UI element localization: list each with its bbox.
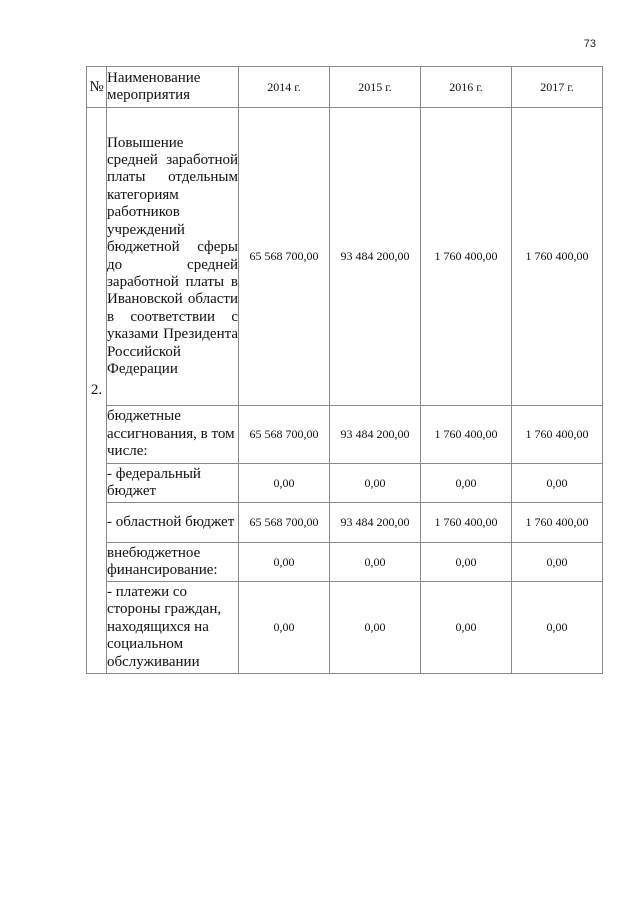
- value-2017: 1 760 400,00: [512, 406, 603, 464]
- value-2014: 0,00: [239, 582, 330, 674]
- value-2014: 65 568 700,00: [239, 503, 330, 543]
- value-2015: 93 484 200,00: [330, 108, 421, 406]
- value-2014: 65 568 700,00: [239, 406, 330, 464]
- value-2015: 0,00: [330, 582, 421, 674]
- table-row: [87, 406, 603, 464]
- table-row: [87, 108, 603, 406]
- value-2017: 1 760 400,00: [512, 108, 603, 406]
- value-2016: 1 760 400,00: [421, 108, 512, 406]
- value-2015: 0,00: [330, 464, 421, 503]
- header-year-2015: 2015 г.: [330, 67, 421, 108]
- table-row: [87, 582, 603, 674]
- value-2015: 93 484 200,00: [330, 406, 421, 464]
- value-2016: 1 760 400,00: [421, 406, 512, 464]
- value-2014: 0,00: [239, 464, 330, 503]
- value-2016: 1 760 400,00: [421, 503, 512, 543]
- value-2016: 0,00: [421, 582, 512, 674]
- value-2014: 65 568 700,00: [239, 108, 330, 406]
- value-2015: 0,00: [330, 543, 421, 582]
- table-row: [87, 543, 603, 582]
- header-year-2017: 2017 г.: [512, 67, 603, 108]
- value-2017: 0,00: [512, 582, 603, 674]
- header-number: №: [87, 67, 107, 108]
- measure-name: Повышение средней заработной платы отдельным категориям работников учреждений бюджетной сферы до средней заработной платы в Ивановской области в соответствии с указами Президента Российской Федерации: [107, 108, 239, 406]
- budget-allocations-label: бюджетные ассигнования, в том числе:: [107, 406, 239, 464]
- value-2017: 0,00: [512, 543, 603, 582]
- value-2016: 0,00: [421, 543, 512, 582]
- federal-budget-label: - федеральный бюджет: [107, 464, 239, 503]
- value-2017: 0,00: [512, 464, 603, 503]
- table-row: [87, 503, 603, 543]
- header-year-2016: 2016 г.: [421, 67, 512, 108]
- header-row: [87, 67, 603, 108]
- table-row: [87, 464, 603, 503]
- header-year-2014: 2014 г.: [239, 67, 330, 108]
- regional-budget-label: - областной бюджет: [107, 503, 239, 543]
- extrabudgetary-label: внебюджетное финансирование:: [107, 543, 239, 582]
- page-number: 73: [583, 38, 596, 50]
- value-2015: 93 484 200,00: [330, 503, 421, 543]
- value-2016: 0,00: [421, 464, 512, 503]
- value-2017: 1 760 400,00: [512, 503, 603, 543]
- row-number: 2.: [87, 108, 107, 674]
- value-2014: 0,00: [239, 543, 330, 582]
- citizen-payments-label: - платежи со стороны граждан, находящихся на социальном обслуживании: [107, 582, 239, 674]
- header-name: Наименование мероприятия: [107, 67, 239, 108]
- measures-table: [86, 66, 603, 674]
